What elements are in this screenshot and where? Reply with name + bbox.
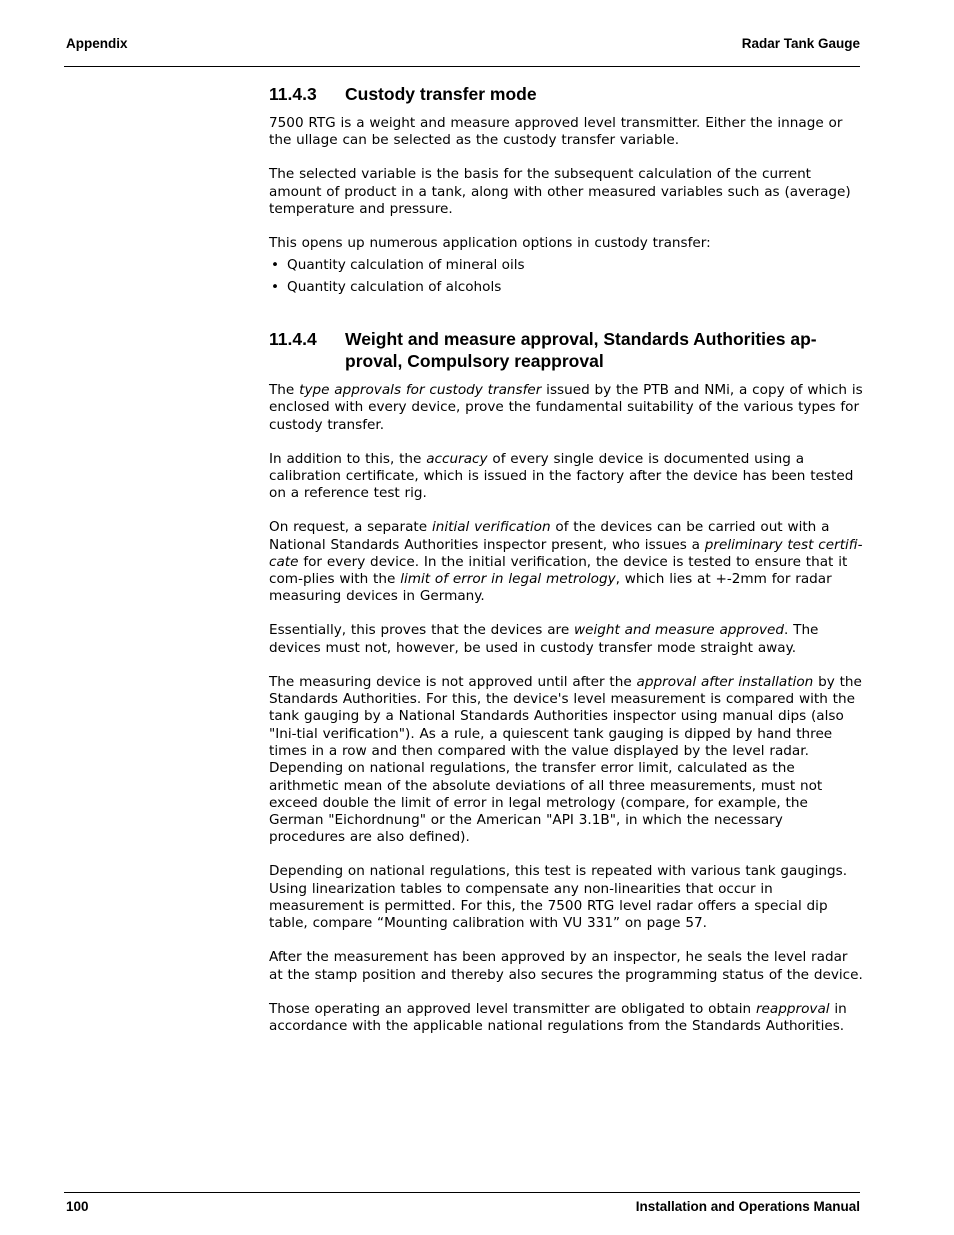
bullet-list — [269, 257, 863, 296]
list-item — [269, 279, 863, 296]
paragraph: After the measurement has been approved by an inspector, he seals the level radar at the stamp position and thereby also secures the programming status of the device. — [269, 949, 863, 983]
emphasis: reapproval — [755, 1000, 830, 1017]
header-document-title: Radar Tank Gauge — [741, 36, 860, 51]
paragraph: Those operating an approved level transmitter are obligated to obtain reapproval in accordance with the applicable national regulations from the Standards Authorities. — [269, 1000, 847, 1034]
section-heading-approval — [269, 328, 863, 372]
paragraph: This opens up numerous application options in custody transfer: — [269, 234, 711, 251]
footer-divider — [64, 1192, 860, 1193]
page-number: 100 — [66, 1199, 89, 1214]
footer-manual-title: Installation and Operations Manual — [635, 1199, 860, 1214]
emphasis: weight and measure approved — [574, 622, 784, 639]
paragraph: In addition to this, the accuracy of every single device is documented using a calibration certificate, which is issued in the factory after the device has been tested on a reference test rig. — [269, 450, 854, 502]
emphasis: accuracy — [426, 450, 488, 467]
paragraph: On request, a separate initial verification of the devices can be carried out with a National Standards Authorities inspector present, who issues a preliminary test certifi-cate for every device. In the initial verification, the device is tested to ensure that it com-plies with the limit of error in legal metrology, which lies at +-2mm for radar measuring devices in Germany. — [269, 519, 863, 605]
paragraph: The selected variable is the basis for the subsequent calculation of the current amount of product in a tank, along with other measured variables such as (average) temperature and pressure. — [269, 166, 851, 217]
header-divider — [64, 66, 860, 67]
emphasis: type approvals for custody transfer — [299, 382, 542, 399]
section-title: Weight and measure approval, Standards Authorities ap-proval, Compulsory reapproval — [345, 329, 817, 372]
emphasis: initial verification — [431, 519, 551, 536]
bullet-marker: • — [271, 279, 280, 296]
paragraph: The measuring device is not approved until after the approval after installation by the Standards Authorities. For this, the device's level measurement is compared with the tank gauging by a National Standards Authorities inspector using manual dips (also "Ini-tial verification"). As a rule, a quiescent tank gauging is dipped by hand three times in a row and then compared with the value displayed by the level radar. Depending on national regulations, the transfer error limit, calculated as the arithmetic mean of the absolute deviations of all three measurements, must not exceed double the limit of error in legal metrology (compare, for example, the German "Eichordnung" or the American "API 3.1B", in which the necessary procedures are also defined). — [269, 673, 862, 846]
section-title: Custody transfer mode — [345, 84, 537, 104]
section-number: 11.4.3 — [269, 84, 317, 104]
paragraph: The type approvals for custody transfer issued by the PTB and NMi, a copy of which is enclosed with every device, prove the fundamental suitability of the various types for custody transfer. — [269, 382, 863, 433]
emphasis: preliminary test certifi-cate — [269, 536, 863, 570]
list-item-text: Quantity calculation of alcohols — [287, 279, 502, 296]
list-item-text: Quantity calculation of mineral oils — [287, 257, 525, 274]
emphasis: approval after installation — [636, 673, 814, 690]
paragraph: Essentially, this proves that the devices are weight and measure approved. The devices must not, however, be used in custody transfer mode straight away. — [269, 622, 819, 656]
section-heading-custody-transfer — [269, 83, 863, 105]
page-content — [269, 83, 863, 1035]
paragraph: Depending on national regulations, this test is repeated with various tank gaugings. Using linearization tables to compensate any non-linearities that occur in measurement is permitted. For this, the 7500 RTG level radar offers a special dip table, compare “Mounting calibration with VU 331” on page 57. — [269, 863, 848, 932]
bullet-marker: • — [271, 257, 280, 274]
paragraph: 7500 RTG is a weight and measure approved level transmitter. Either the innage or the ullage can be selected as the custody transfer variable. — [269, 115, 843, 149]
emphasis: limit of error in legal metrology — [400, 571, 616, 588]
list-item — [269, 257, 863, 274]
section-number: 11.4.4 — [269, 329, 317, 350]
header-section-label: Appendix — [66, 36, 128, 51]
